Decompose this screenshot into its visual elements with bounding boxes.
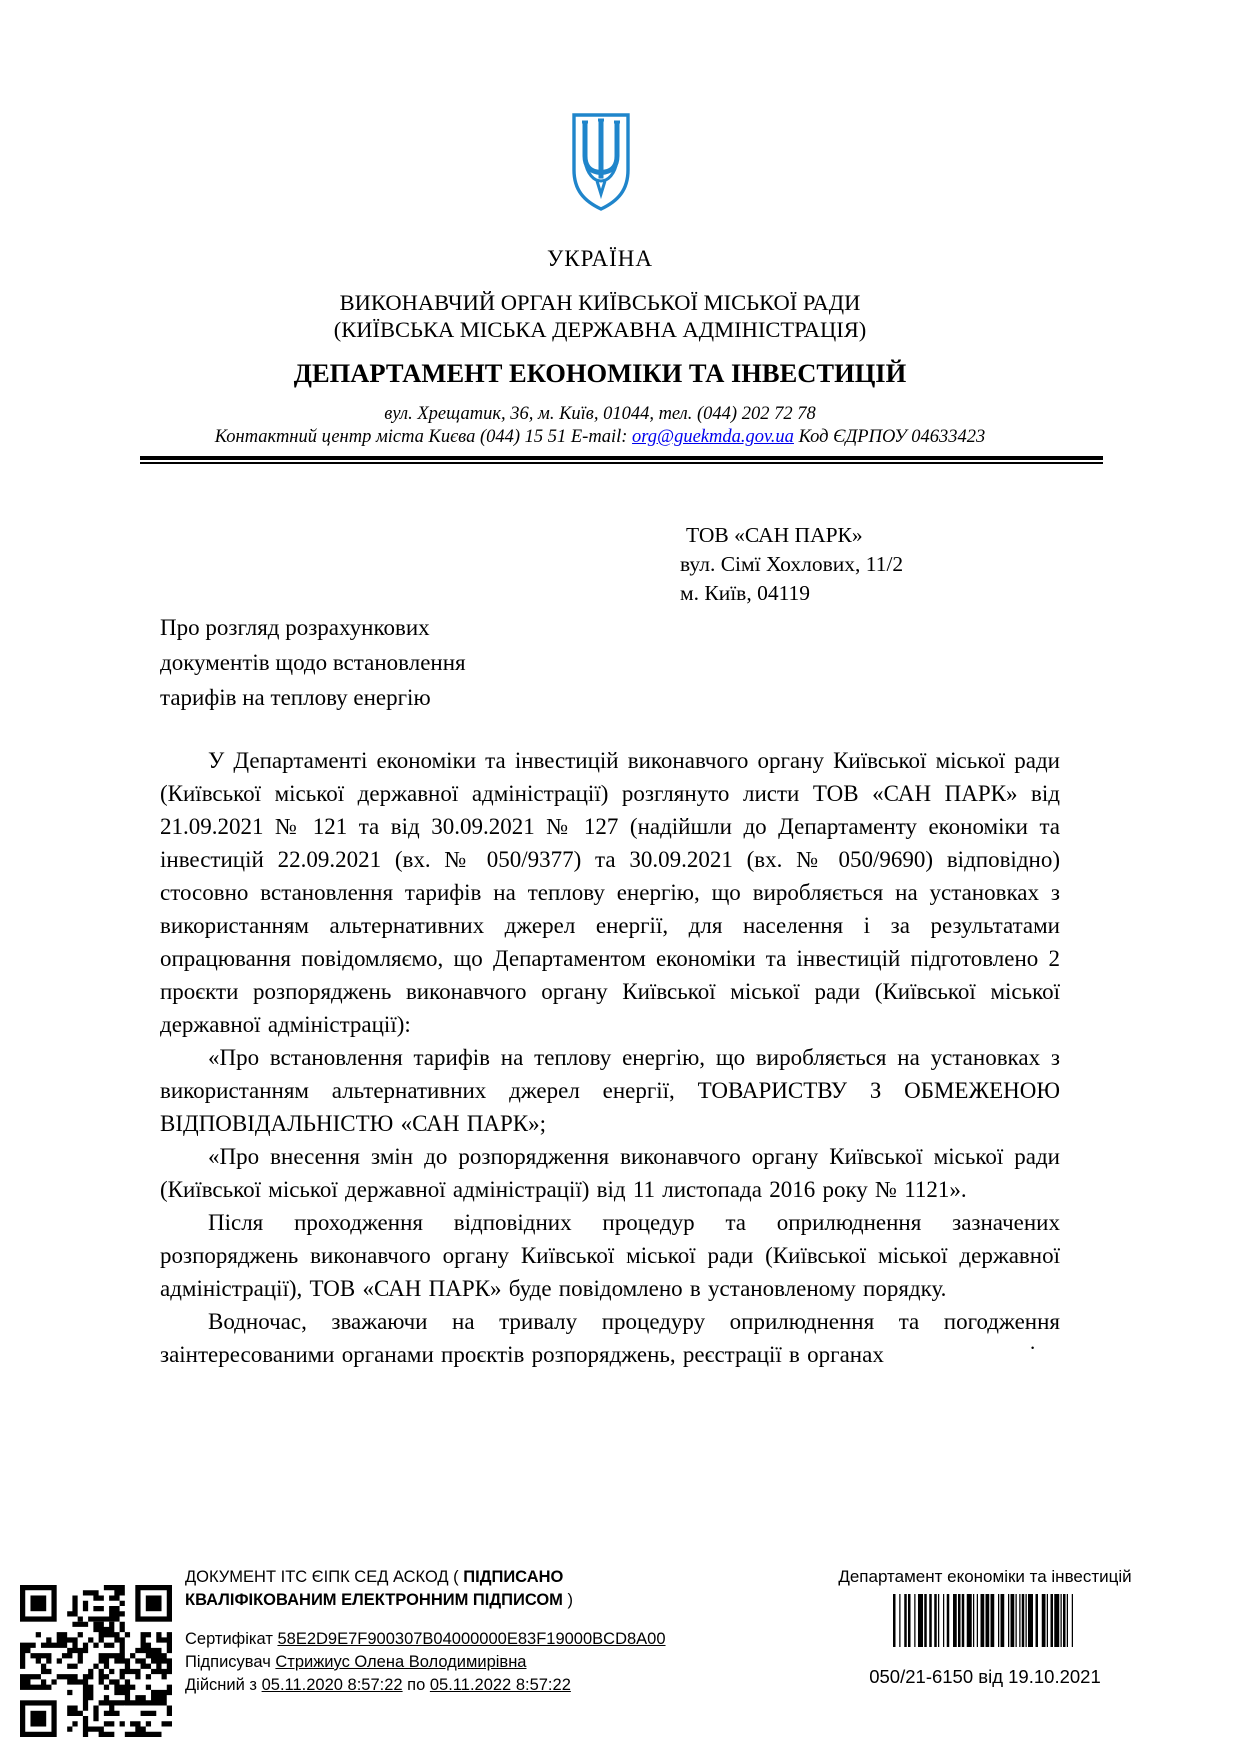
org-name-line2: (КИЇВСЬКА МІСЬКА ДЕРЖАВНА АДМІНІСТРАЦІЯ) xyxy=(333,317,867,342)
signer-row xyxy=(185,1651,685,1674)
validity-separator: по xyxy=(402,1676,430,1694)
barcode-icon xyxy=(893,1594,1078,1647)
certificate-row xyxy=(185,1628,685,1651)
body-paragraph: Водночас, зважаючи на тривалу процедуру оприлюднення та погодження заінтересованими органами проєктів розпоряджень, реєстрації в органах xyxy=(160,1309,1060,1367)
signature-title-suffix: ) xyxy=(562,1591,574,1609)
stamp-department-name: Департамент економіки та інвестицій xyxy=(838,1567,1132,1586)
body-paragraph: У Департаменті економіки та інвестицій виконавчого органу Київської міської ради (Київської міської державної адміністрації) розглянуто листи ТОВ «САН ПАРК» від 21.09.2021 № 121 та від 30.09.2021 № 127 (надійшли до Департаменту економіки та інвестицій 22.09.2021 (вх. № 050/9377) та 30.09.2021 (вх. № 050/9690) відповідно) стосовно встановлення тарифів на теплову енергію, що виробляється на установках з використанням альтернативних джерел енергії, для населення і за результатами опрацювання повідомляємо, що Департаментом економіки та інвестицій підготовлено 2 проєкти розпоряджень виконавчого органу Київської міської ради (Київської міської державної адміністрації): xyxy=(160,748,1060,1037)
stray-period-mark: . xyxy=(1030,1330,1036,1354)
recipient-address-street: вул. Сімї Хохлових, 11/2 xyxy=(680,552,904,576)
subject-line: документів щодо встановлення xyxy=(160,650,466,675)
letter-body xyxy=(160,744,1060,1371)
recipient-block xyxy=(680,521,903,608)
department-name: ДЕПАРТАМЕНТ ЕКОНОМІКИ ТА ІНВЕСТИЦІЙ xyxy=(293,358,907,388)
subject-line: Про розгляд розрахункових xyxy=(160,615,430,640)
body-paragraph: «Про внесення змін до розпорядження виконавчого органу Київської міської ради (Київської міської державної адміністрації) від 11 листопада 2016 року № 1121». xyxy=(160,1144,1060,1202)
validity-to: 05.11.2022 8:57:22 xyxy=(429,1676,571,1694)
signature-title-prefix: ДОКУМЕНТ ІТС ЄІПК СЕД АСКОД ( xyxy=(185,1568,464,1586)
email-link[interactable]: org@guekmda.gov.ua xyxy=(632,427,794,447)
body-paragraph: Після проходження відповідних процедур та оприлюднення зазначених розпоряджень виконавчого органу Київської міської ради (Київської міської державної адміністрації), ТОВ «САН ПАРК» буде повідомлено в установленому порядку. xyxy=(160,1210,1060,1301)
certificate-value: 58E2D9E7F900307B04000000E83F19000BCD8A00 xyxy=(277,1630,666,1648)
signature-block xyxy=(185,1566,685,1697)
contact-suffix: Код ЄДРПОУ 04633423 xyxy=(793,427,986,447)
contact-prefix: Контактний центр міста Києва (044) 15 51 E-mail: xyxy=(214,427,633,447)
signer-value: Стрижиус Олена Володимирівна xyxy=(275,1653,527,1671)
ukraine-trident-emblem-icon xyxy=(570,112,632,212)
letterhead-divider xyxy=(140,456,1103,464)
body-paragraph: «Про встановлення тарифів на теплову енергію, що виробляється на установках з використанням альтернативних джерел енергії, ТОВАРИСТВУ З ОБМЕЖЕНОЮ ВІДПОВІДАЛЬНІСТЮ «САН ПАРК»; xyxy=(160,1045,1060,1136)
org-name-line1: ВИКОНАВЧИЙ ОРГАН КИЇВСЬКОЇ МІСЬКОЇ РАДИ xyxy=(339,290,861,315)
signature-title-bold1: ПІДПИСАНО КВАЛІФІКОВАНИМ xyxy=(185,1568,564,1609)
document-number: 050/21-6150 від 19.10.2021 xyxy=(869,1666,1101,1687)
address-line: вул. Хрещатик, 36, м. Київ, 01044, тел. (044) 202 72 78 xyxy=(384,404,816,424)
registration-stamp xyxy=(800,1566,1170,1688)
qr-code-icon xyxy=(20,1585,172,1737)
validity-label: Дійсний з xyxy=(185,1676,262,1694)
validity-from: 05.11.2020 8:57:22 xyxy=(261,1676,403,1694)
contact-line xyxy=(140,427,1060,448)
recipient-name: ТОВ «САН ПАРК» xyxy=(686,523,863,547)
signature-title xyxy=(185,1566,685,1612)
validity-row xyxy=(185,1674,685,1697)
recipient-address-city: м. Київ, 04119 xyxy=(680,581,811,605)
signer-label: Підписувач xyxy=(185,1653,276,1671)
certificate-label: Сертифікат xyxy=(185,1630,278,1648)
subject-block xyxy=(160,610,466,715)
signature-title-bold2: ЕЛЕКТРОННИМ ПІДПИСОМ xyxy=(341,1591,563,1609)
subject-line: тарифів на теплову енергію xyxy=(160,685,431,710)
country-name: УКРАЇНА xyxy=(547,246,653,271)
